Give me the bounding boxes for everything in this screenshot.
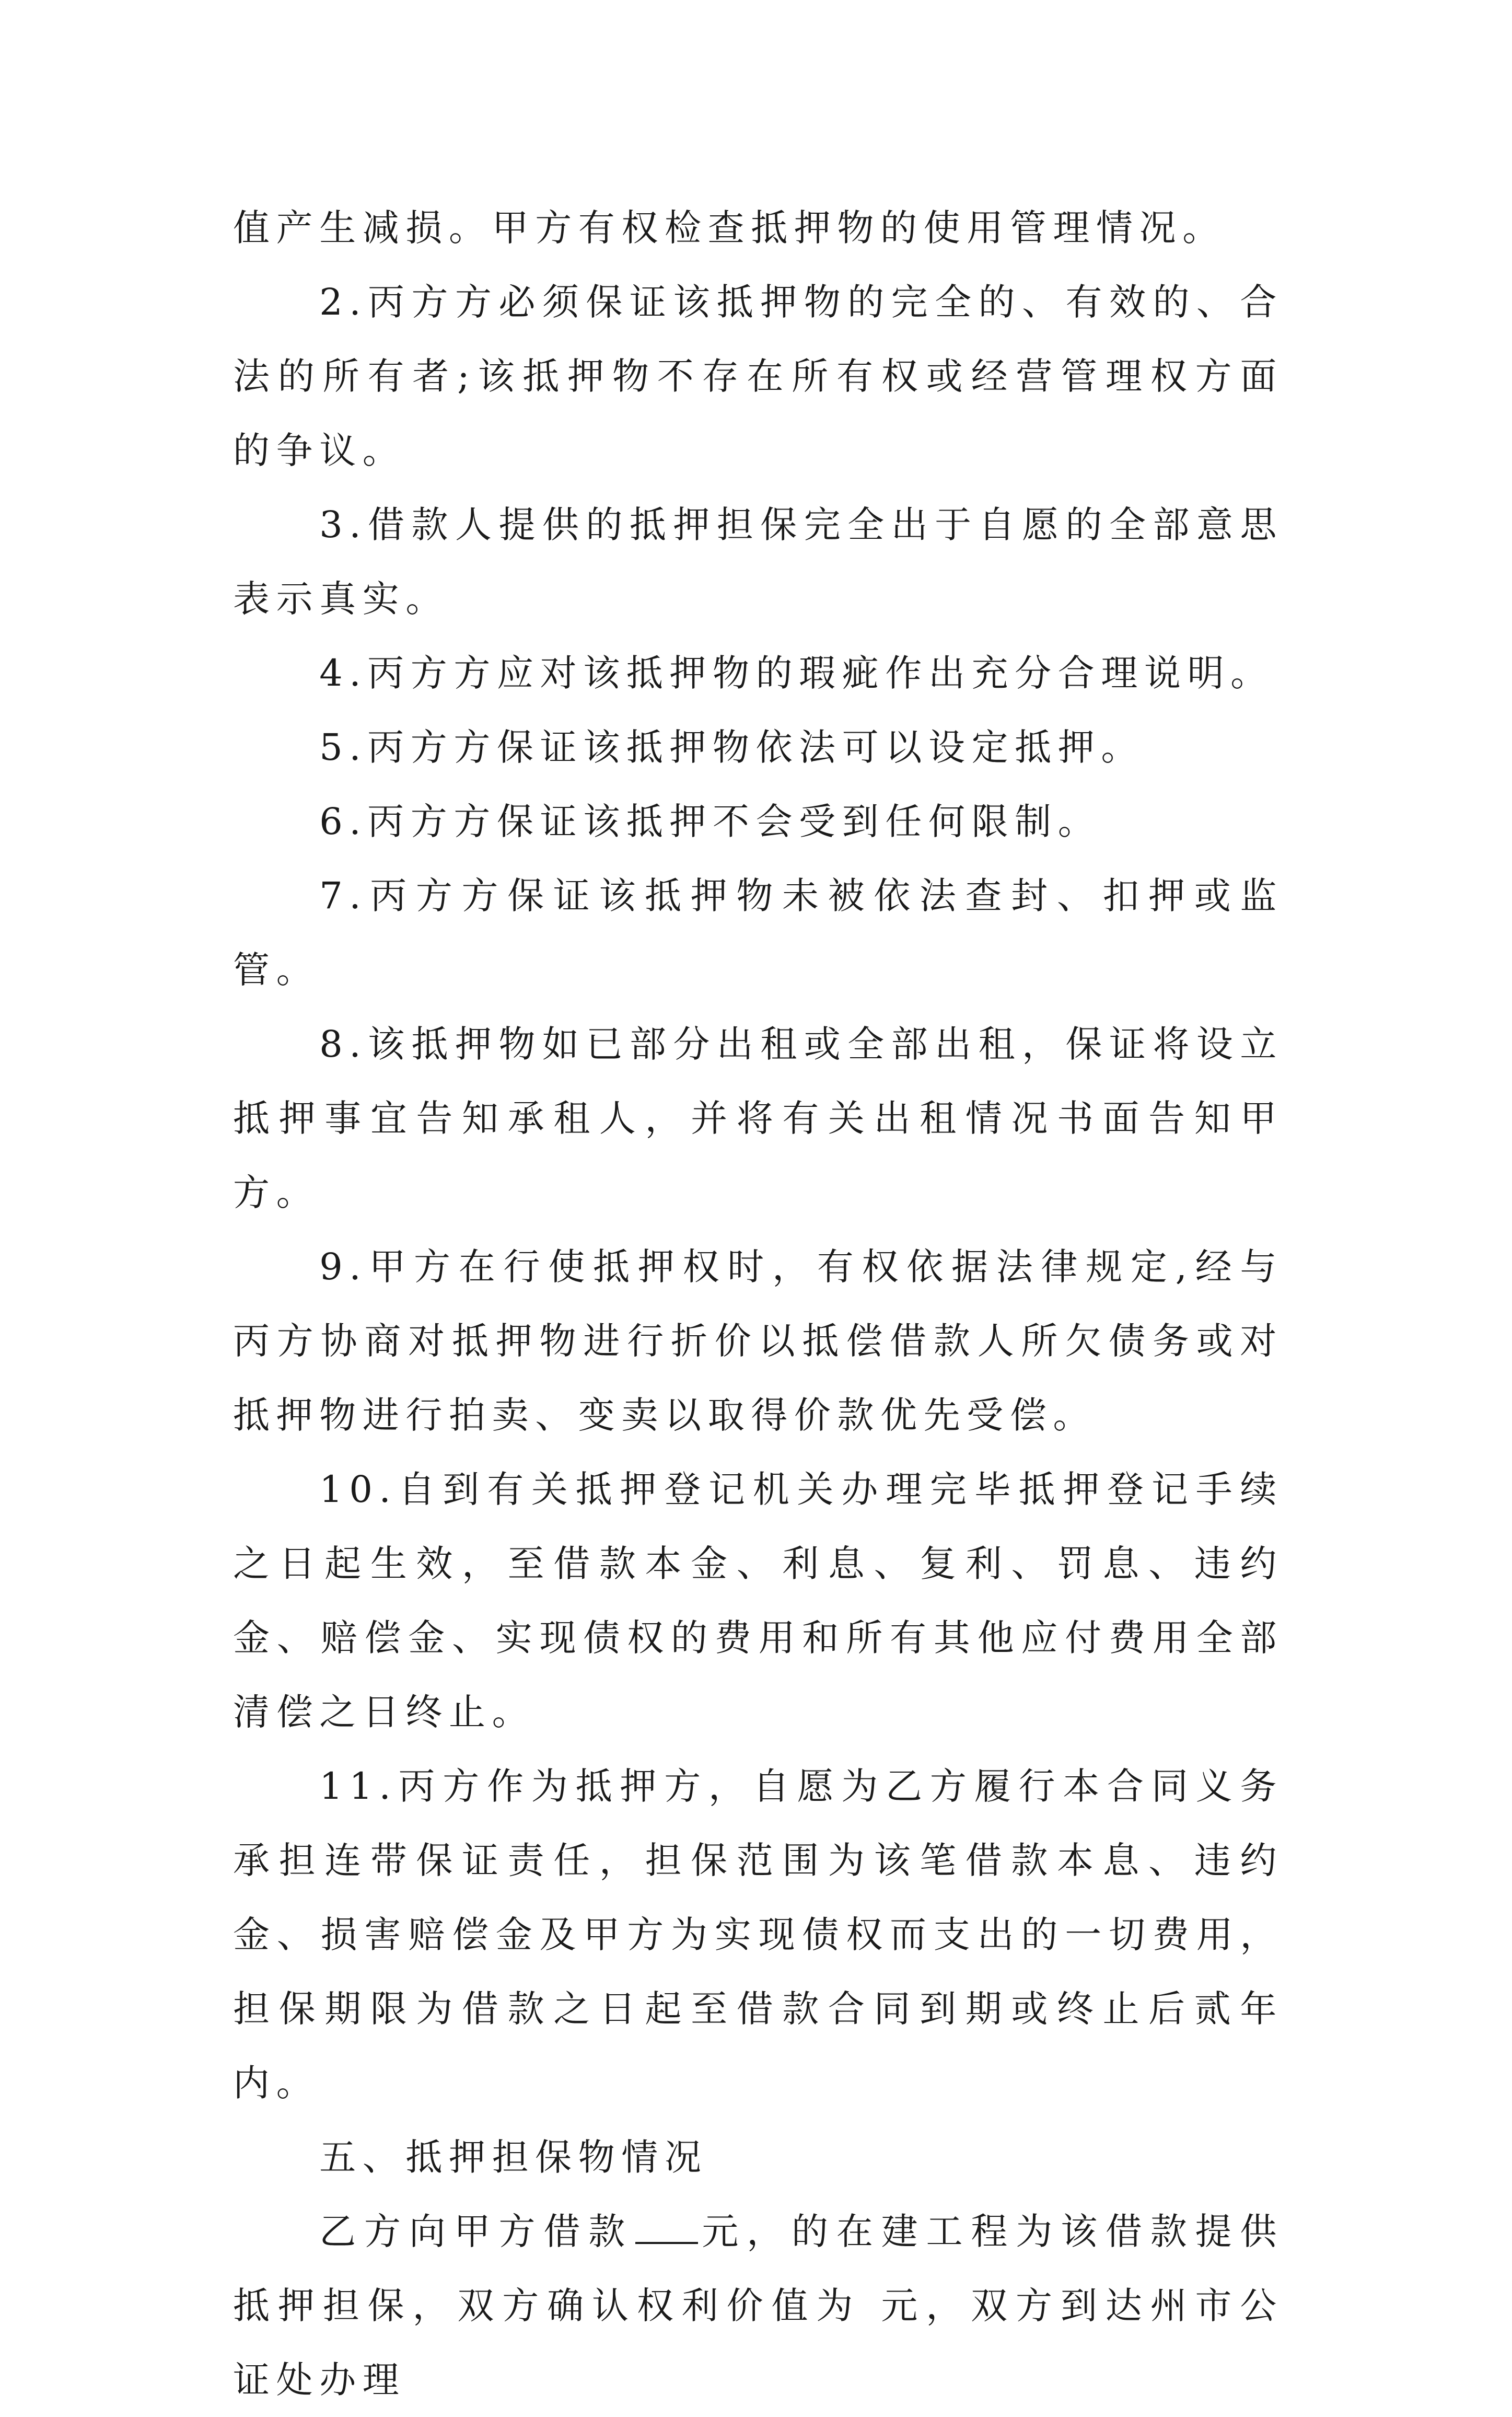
clause-10: 10.自到有关抵押登记机关办理完毕抵押登记手续之日起生效，至借款本金、利息、复利、罚息、违约金、赔偿金、实现债权的费用和所有其他应付费用全部清偿之日终止。 <box>233 1468 1283 1733</box>
clause-7: 7.丙方方保证该抵押物未被依法查封、扣押或监管。 <box>233 874 1283 991</box>
clause-11: 11.丙方作为抵押方，自愿为乙方履行本合同义务承担连带保证责任，担保范围为该笔借款本息、违约金、损害赔偿金及甲方为实现债权而支出的一切费用，担保期限为借款之日起至借款合同到期或终止后贰年内。 <box>233 1765 1283 2104</box>
collateral-text-end: 元，的在建工程为该借款提供抵押担保，双方确认权利价值为 元，双方到达州市公证处办理 <box>233 2210 1283 2401</box>
paragraph-continuation: 值产生减损。甲方有权检查抵押物的使用管理情况。 <box>233 206 1226 249</box>
clause-8: 8.该抵押物如已部分出租或全部出租，保证将设立抵押事宜告知承租人，并将有关出租情况书面告知甲方。 <box>233 1023 1283 1214</box>
clause-2: 2.丙方方必须保证该抵押物的完全的、有效的、合法的所有者;该抵押物不存在所有权或经营管理权方面的争议。 <box>233 281 1283 472</box>
clause-5: 5.丙方方保证该抵押物依法可以设定抵押。 <box>319 726 1144 769</box>
document-body <box>233 191 1283 2417</box>
collateral-paragraph <box>233 2194 1283 2417</box>
amount-blank <box>635 2211 698 2244</box>
clause-3: 3.借款人提供的抵押担保完全出于自愿的全部意思表示真实。 <box>233 503 1283 620</box>
collateral-text-start: 乙方向甲方借款 <box>319 2210 634 2253</box>
section-heading-5: 五、抵押担保物情况 <box>319 2136 708 2179</box>
clause-6: 6.丙方方保证该抵押不会受到任何限制。 <box>319 800 1101 843</box>
clause-9: 9.甲方在行使抵押权时，有权依据法律规定,经与丙方协商对抵押物进行折价以抵偿借款人所欠债务或对抵押物进行拍卖、变卖以取得价款优先受偿。 <box>233 1245 1283 1437</box>
clause-4: 4.丙方方应对该抵押物的瑕疵作出充分合理说明。 <box>319 652 1274 695</box>
